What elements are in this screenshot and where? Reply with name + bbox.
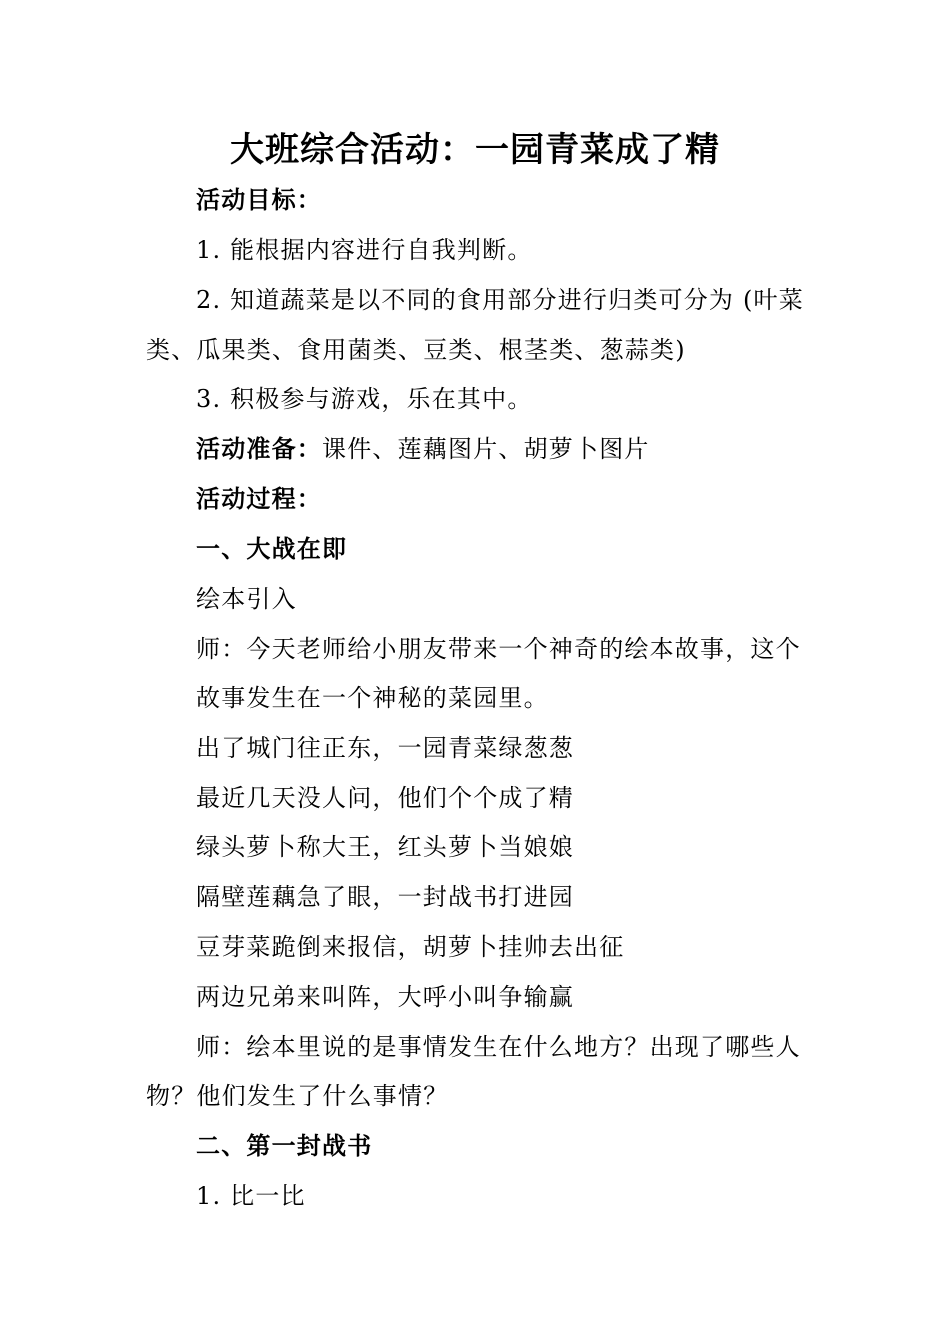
verse-line-5: 豆芽菜跪倒来报信，胡萝卜挂帅去出征: [196, 933, 625, 961]
verse-line-1: 出了城门往正东，一园青菜绿葱葱: [196, 734, 574, 762]
prep-text: 课件、莲藕图片、胡萝卜图片: [322, 435, 650, 463]
goal-2-line-1: 2. 知道蔬菜是以不同的食用部分进行归类可分为 (叶菜: [196, 286, 804, 314]
process-heading: 活动过程：: [196, 484, 322, 513]
goal-2-line-2: 类、瓜果类、食用菌类、豆类、根茎类、葱蒜类): [146, 336, 686, 364]
teacher-line-1b: 故事发生在一个神秘的菜园里。: [196, 684, 549, 712]
verse-line-6: 两边兄弟来叫阵，大呼小叫争输赢: [196, 983, 574, 1011]
teacher-line-1a: 师：今天老师给小朋友带来一个神奇的绘本故事，这个: [196, 635, 801, 663]
prep-line: [196, 433, 650, 465]
goal-3: 3. 积极参与游戏，乐在其中。: [196, 385, 533, 413]
verse-line-4: 隔壁莲藕急了眼，一封战书打进园: [196, 883, 574, 911]
goals-heading: 活动目标：: [196, 185, 322, 214]
item-1: 1. 比一比: [196, 1182, 306, 1210]
document-title: 大班综合活动：一园青菜成了精: [230, 130, 720, 170]
prep-heading: 活动准备：: [196, 434, 322, 463]
goal-1: 1. 能根据内容进行自我判断。: [196, 236, 533, 264]
picture-book-intro: 绘本引入: [196, 585, 297, 613]
verse-line-2: 最近几天没人问，他们个个成了精: [196, 784, 574, 812]
verse-line-3: 绿头萝卜称大王，红头萝卜当娘娘: [196, 833, 574, 861]
teacher-line-2a: 师：绘本里说的是事情发生在什么地方？出现了哪些人: [196, 1033, 801, 1061]
section-1-heading: 一、大战在即: [196, 534, 348, 563]
teacher-line-2b: 物？他们发生了什么事情？: [146, 1082, 449, 1110]
section-2-heading: 二、第一封战书: [196, 1131, 373, 1160]
